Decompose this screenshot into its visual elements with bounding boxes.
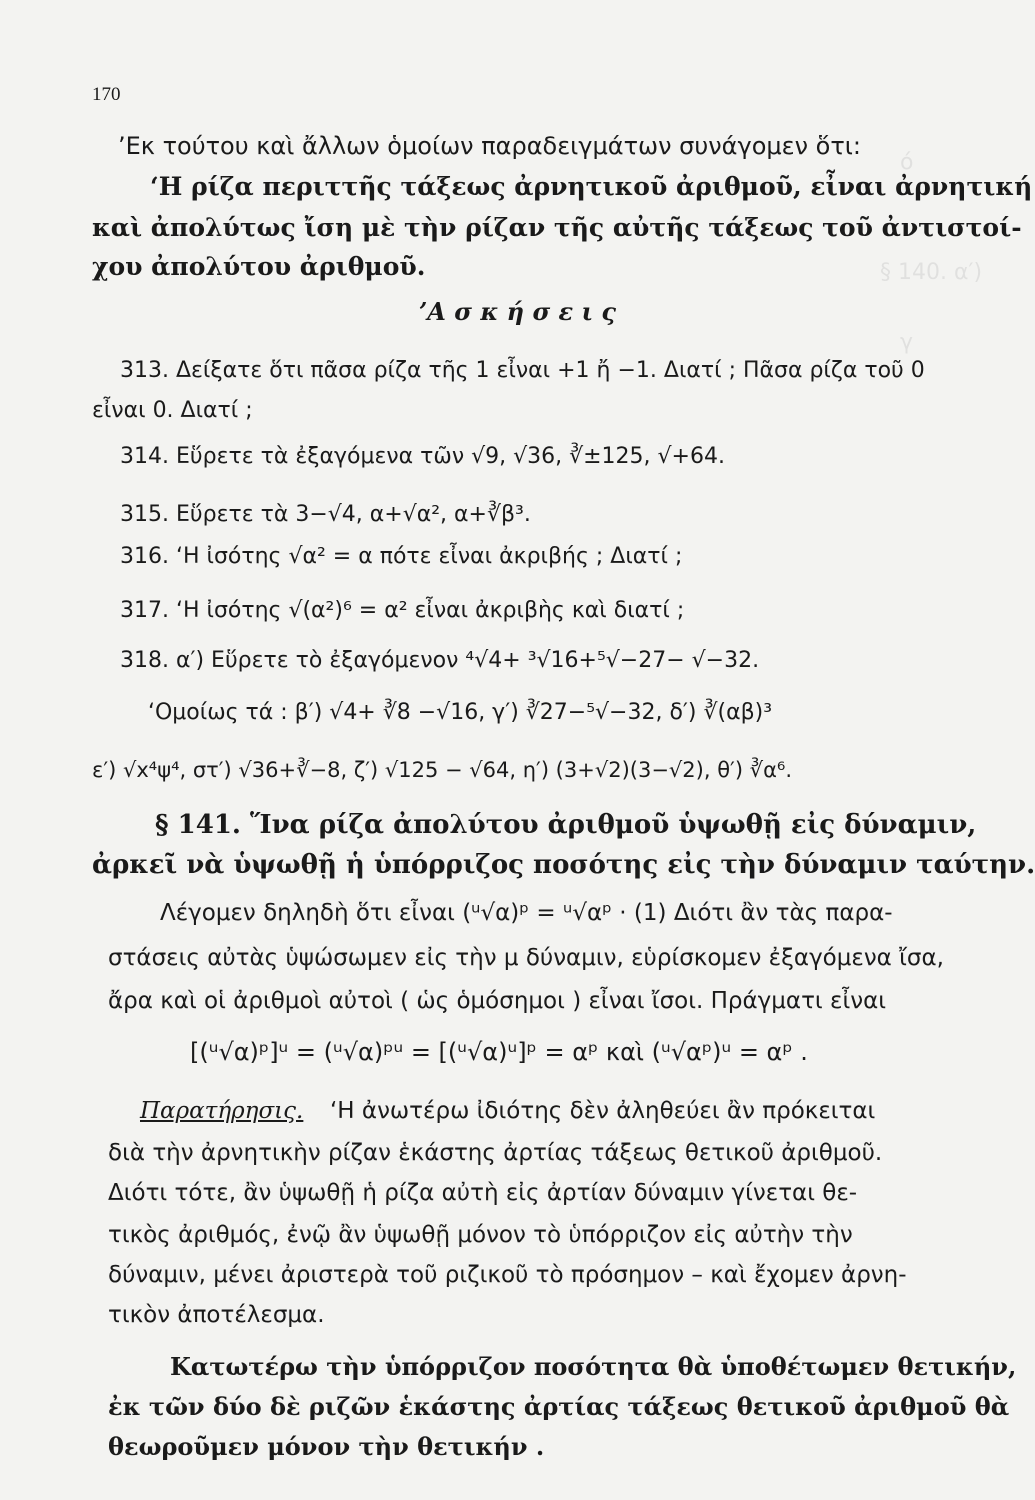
paragraph-line-2: στάσεις αὐτὰς ὑψώσωμεν εἰς τὴν μ δύναμιν, εὑρίσκομεν ἐξαγόμενα ἴσα,: [108, 945, 944, 971]
exercise-318-b: ‘Ομοίως τά : β′) √4+ ∛8 −√16, γ′) ∛27−⁵√−32, δ′) ∛(αβ)³: [148, 700, 773, 725]
remark-line-3: Διότι τότε, ἂν ὑψωθῇ ἡ ρίζα αὐτὴ εἰς ἀρτίαν δύναμιν γίνεται θε-: [108, 1180, 858, 1206]
exercises-heading: ’Α σ κ ή σ ε ι ς: [418, 297, 617, 326]
exercise-318-c: ε′) √x⁴ψ⁴, στ′) √36+∛−8, ζ′) √125 − √64, η′) (3+√2)(3−√2), θ′) ∛α⁶.: [92, 758, 793, 782]
final-line-3: θεωροῦμεν μόνον τὴν θετικήν .: [108, 1432, 545, 1461]
final-line-2: ἐκ τῶν δύο δὲ ριζῶν ἑκάστης ἀρτίας τάξεως θετικοῦ ἀριθμοῦ θὰ: [108, 1392, 1010, 1421]
exercise-316: 316. ‘Η ἰσότης √α² = α πότε εἶναι ἀκριβής ; Διατί ;: [120, 544, 683, 569]
exercise-318: 318. α′) Εὕρετε τὸ ἐξαγόμενον ⁴√4+ ³√16+⁵√−27− √−32.: [120, 648, 760, 673]
remark-line-1: ‘Η ἀνωτέρω ἰδιότης δὲν ἀληθεύει ἂν πρόκειται: [330, 1098, 876, 1124]
paragraph-line-1: Λέγομεν δηληδὴ ὅτι εἶναι (ᵘ√α)ᵖ = ᵘ√αᵖ · (1) Διότι ἂν τὰς παρα-: [160, 900, 893, 926]
intro-line: ’Εκ τούτου καὶ ἄλλων ὁμοίων παραδειγμάτων συνάγομεν ὅτι:: [118, 132, 862, 160]
final-line-1: Κατωτέρω τὴν ὑπόρριζον ποσότητα θὰ ὑποθέτωμεν θετικήν,: [170, 1352, 1017, 1381]
paragraph-line-3: ἄρα καὶ οἱ ἀριθμοὶ αὐτοὶ ( ὡς ὁμόσημοι ) εἶναι ἴσοι. Πράγματι εἶναι: [108, 988, 887, 1014]
section-141-line-1: § 141. Ἵνα ρίζα ἀπολύτου ἀριθμοῦ ὑψωθῇ εἰς δύναμιν,: [155, 810, 977, 840]
remark-line-2: διὰ τὴν ἀρνητικὴν ρίζαν ἑκάστης ἀρτίας τάξεως θετικοῦ ἀριθμοῦ.: [108, 1140, 883, 1166]
remark-label: Παρατήρησις.: [140, 1098, 304, 1124]
bleed-through-text: ό § 140. α′) γ: [880, 150, 983, 355]
exercise-315: 315. Εὕρετε τὰ 3−√4, α+√α², α+∛β³.: [120, 502, 531, 527]
page-number: 170: [92, 84, 121, 105]
exercise-314: 314. Εὕρετε τὰ ἐξαγόμενα τῶν √9, √36, ∛±125, √+64.: [120, 444, 725, 469]
exercise-313-line-2: εἶναι 0. Διατί ;: [92, 398, 253, 423]
rule-line-2: καὶ ἀπολύτως ἴση μὲ τὴν ρίζαν τῆς αὐτῆς τάξεως τοῦ ἀντιστοί-: [92, 213, 1022, 242]
rule-line-3: χου ἀπολύτου ἀριθμοῦ.: [92, 252, 426, 281]
formula-line: [(ᵘ√α)ᵖ]ᵘ = (ᵘ√α)ᵖᵘ = [(ᵘ√α)ᵘ]ᵖ = αᵖ καὶ (ᵘ√αᵖ)ᵘ = αᵖ .: [190, 1038, 808, 1066]
exercise-317: 317. ‘Η ἰσότης √(α²)⁶ = α² εἶναι ἀκριβὴς καὶ διατί ;: [120, 598, 685, 623]
section-141-line-2: ἀρκεῖ νὰ ὑψωθῇ ἡ ὑπόρριζος ποσότης εἰς τὴν δύναμιν ταύτην.: [92, 850, 1035, 880]
remark-line-4: τικὸς ἀριθμός, ἐνῷ ἂν ὑψωθῇ μόνον τὸ ὑπόρριζον εἰς αὐτὴν τὴν: [108, 1222, 853, 1248]
remark-line-6: τικὸν ἀποτέλεσμα.: [108, 1302, 325, 1328]
exercise-313-line-1: 313. Δείξατε ὅτι πᾶσα ρίζα τῆς 1 εἶναι +1 ἤ −1. Διατί ; Πᾶσα ρίζα τοῦ 0: [120, 358, 925, 383]
rule-line-1: ‘Η ρίζα περιττῆς τάξεως ἀρνητικοῦ ἀριθμοῦ, εἶναι ἀρνητική: [150, 172, 1033, 201]
remark-line-5: δύναμιν, μένει ἀριστερὰ τοῦ ριζικοῦ τὸ πρόσημον – καὶ ἔχομεν ἀρνη-: [108, 1262, 907, 1288]
